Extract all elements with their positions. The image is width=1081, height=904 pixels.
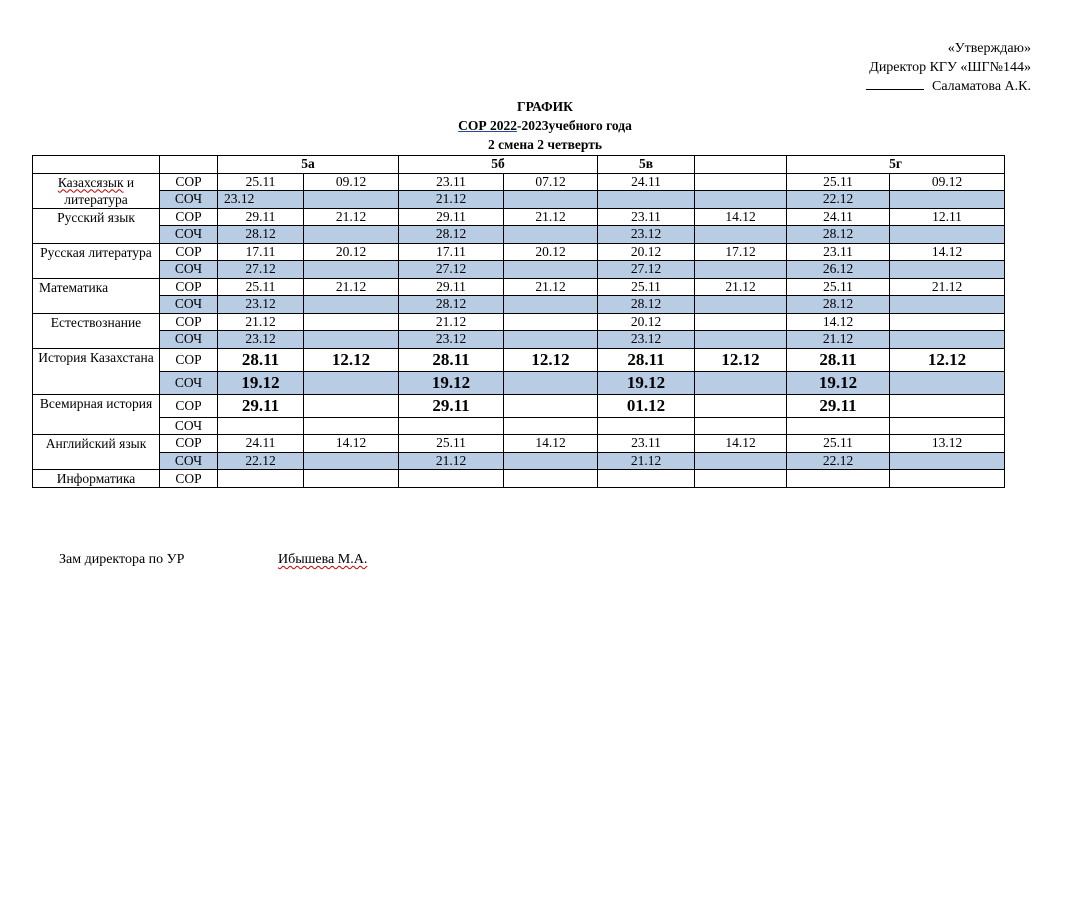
assessment-type-cell: СОЧ bbox=[160, 417, 218, 435]
date-cell: 23.12 bbox=[598, 226, 695, 244]
date-cell: 29.11 bbox=[787, 394, 890, 417]
date-cell: 19.12 bbox=[218, 371, 304, 394]
date-cell: 28.11 bbox=[787, 348, 890, 371]
date-cell bbox=[304, 313, 399, 331]
date-cell: 21.12 bbox=[304, 208, 399, 226]
date-cell bbox=[695, 313, 787, 331]
schedule-table bbox=[32, 155, 1005, 488]
date-cell: 13.12 bbox=[890, 435, 1005, 453]
assessment-type-cell: СОР bbox=[160, 278, 218, 296]
date-cell bbox=[890, 452, 1005, 470]
table-row bbox=[33, 435, 1005, 453]
misspelled-word: Казахсязык bbox=[57, 174, 124, 190]
date-cell: 21.12 bbox=[598, 452, 695, 470]
date-cell bbox=[399, 470, 504, 488]
date-cell: 12.12 bbox=[504, 348, 598, 371]
date-cell bbox=[304, 226, 399, 244]
date-cell: 09.12 bbox=[890, 173, 1005, 191]
date-cell: 28.12 bbox=[787, 226, 890, 244]
date-cell bbox=[304, 452, 399, 470]
date-cell: 17.12 bbox=[695, 243, 787, 261]
date-cell bbox=[504, 417, 598, 435]
footer-name bbox=[278, 552, 367, 568]
date-cell: 25.11 bbox=[787, 278, 890, 296]
date-cell: 26.12 bbox=[787, 261, 890, 279]
date-cell: 28.11 bbox=[598, 348, 695, 371]
signature-line bbox=[866, 79, 924, 90]
document-title bbox=[430, 97, 660, 154]
date-cell: 21.12 bbox=[695, 278, 787, 296]
title-line-1: ГРАФИК bbox=[517, 99, 573, 114]
date-cell bbox=[695, 417, 787, 435]
date-cell: 28.12 bbox=[218, 226, 304, 244]
title-line-2-underlined: СОР 2022 bbox=[458, 118, 518, 133]
assessment-type-cell: СОР bbox=[160, 173, 218, 191]
date-cell bbox=[890, 331, 1005, 349]
table-row bbox=[33, 331, 1005, 349]
header-class-5g: 5г bbox=[787, 156, 1005, 174]
title-line-2 bbox=[430, 116, 660, 135]
table-row bbox=[33, 278, 1005, 296]
date-cell bbox=[890, 226, 1005, 244]
table-row bbox=[33, 226, 1005, 244]
date-cell bbox=[304, 296, 399, 314]
table-row bbox=[33, 191, 1005, 209]
date-cell: 14.12 bbox=[504, 435, 598, 453]
header-class-5b: 5б bbox=[399, 156, 598, 174]
date-cell: 28.11 bbox=[399, 348, 504, 371]
date-cell bbox=[504, 331, 598, 349]
date-cell bbox=[890, 394, 1005, 417]
date-cell: 19.12 bbox=[787, 371, 890, 394]
date-cell: 23.12 bbox=[218, 191, 304, 209]
date-cell: 23.11 bbox=[787, 243, 890, 261]
date-cell bbox=[890, 417, 1005, 435]
table-row bbox=[33, 417, 1005, 435]
date-cell: 21.12 bbox=[399, 452, 504, 470]
date-cell bbox=[695, 296, 787, 314]
date-cell bbox=[695, 394, 787, 417]
date-cell bbox=[304, 331, 399, 349]
date-cell: 22.12 bbox=[787, 452, 890, 470]
table-row bbox=[33, 243, 1005, 261]
header-class-empty bbox=[695, 156, 787, 174]
table-row bbox=[33, 208, 1005, 226]
date-cell bbox=[504, 394, 598, 417]
date-cell bbox=[890, 313, 1005, 331]
date-cell: 12.12 bbox=[695, 348, 787, 371]
date-cell bbox=[304, 191, 399, 209]
date-cell: 23.11 bbox=[399, 173, 504, 191]
date-cell bbox=[787, 470, 890, 488]
date-cell: 21.12 bbox=[399, 191, 504, 209]
assessment-type-cell: СОР bbox=[160, 208, 218, 226]
title-line-2-rest: -2023учебного года bbox=[517, 118, 632, 133]
header-class-5v: 5в bbox=[598, 156, 695, 174]
date-cell: 21.12 bbox=[504, 278, 598, 296]
table-row bbox=[33, 470, 1005, 488]
subject-cell: Информатика bbox=[33, 470, 160, 488]
table-row bbox=[33, 261, 1005, 279]
date-cell bbox=[890, 261, 1005, 279]
assessment-type-cell: СОЧ bbox=[160, 331, 218, 349]
assessment-type-cell: СОР bbox=[160, 435, 218, 453]
date-cell: 29.11 bbox=[399, 278, 504, 296]
date-cell bbox=[304, 470, 399, 488]
date-cell: 12.12 bbox=[890, 348, 1005, 371]
date-cell: 12.11 bbox=[890, 208, 1005, 226]
date-cell: 23.12 bbox=[399, 331, 504, 349]
date-cell: 19.12 bbox=[399, 371, 504, 394]
date-cell: 23.11 bbox=[598, 435, 695, 453]
date-cell: 21.12 bbox=[504, 208, 598, 226]
date-cell: 09.12 bbox=[304, 173, 399, 191]
date-cell bbox=[695, 452, 787, 470]
date-cell bbox=[399, 417, 504, 435]
subject-cell: Казахсязык и литература bbox=[33, 173, 160, 208]
date-cell: 14.12 bbox=[304, 435, 399, 453]
date-cell: 25.11 bbox=[218, 173, 304, 191]
subject-cell: Всемирная история bbox=[33, 394, 160, 435]
date-cell bbox=[695, 226, 787, 244]
date-cell: 21.12 bbox=[399, 313, 504, 331]
date-cell: 21.12 bbox=[218, 313, 304, 331]
assessment-type-cell: СОЧ bbox=[160, 261, 218, 279]
date-cell: 07.12 bbox=[504, 173, 598, 191]
date-cell bbox=[695, 371, 787, 394]
date-cell: 24.11 bbox=[598, 173, 695, 191]
date-cell: 14.12 bbox=[787, 313, 890, 331]
date-cell: 20.12 bbox=[598, 243, 695, 261]
date-cell: 23.12 bbox=[218, 296, 304, 314]
approval-line-3 bbox=[866, 77, 1031, 96]
date-cell: 19.12 bbox=[598, 371, 695, 394]
date-cell bbox=[504, 470, 598, 488]
date-cell: 17.11 bbox=[399, 243, 504, 261]
footer-position: Зам директора по УР bbox=[59, 552, 185, 567]
subject-cell: Русская литература bbox=[33, 243, 160, 278]
date-cell bbox=[598, 191, 695, 209]
date-cell: 29.11 bbox=[218, 208, 304, 226]
date-cell bbox=[890, 371, 1005, 394]
header-row bbox=[33, 156, 1005, 174]
assessment-type-cell: СОР bbox=[160, 394, 218, 417]
title-line-3: 2 смена 2 четверть bbox=[488, 137, 602, 152]
assessment-type-cell: СОЧ bbox=[160, 226, 218, 244]
date-cell: 22.12 bbox=[787, 191, 890, 209]
subject-cell: Русский язык bbox=[33, 208, 160, 243]
table-row bbox=[33, 452, 1005, 470]
date-cell: 23.12 bbox=[218, 331, 304, 349]
date-cell: 25.11 bbox=[218, 278, 304, 296]
assessment-type-cell: СОР bbox=[160, 243, 218, 261]
assessment-type-cell: СОЧ bbox=[160, 371, 218, 394]
date-cell bbox=[695, 470, 787, 488]
date-cell: 23.12 bbox=[598, 331, 695, 349]
date-cell: 20.12 bbox=[598, 313, 695, 331]
date-cell: 25.11 bbox=[598, 278, 695, 296]
header-type bbox=[160, 156, 218, 174]
assessment-type-cell: СОЧ bbox=[160, 452, 218, 470]
footer-name-text: Ибышева М.А. bbox=[278, 552, 368, 567]
approver-name: Саламатова А.К. bbox=[931, 79, 1031, 94]
date-cell bbox=[890, 470, 1005, 488]
date-cell bbox=[504, 226, 598, 244]
date-cell bbox=[890, 296, 1005, 314]
date-cell bbox=[218, 417, 304, 435]
date-cell bbox=[504, 313, 598, 331]
date-cell bbox=[695, 173, 787, 191]
date-cell: 12.12 bbox=[304, 348, 399, 371]
table-row bbox=[33, 348, 1005, 371]
date-cell: 29.11 bbox=[218, 394, 304, 417]
date-cell bbox=[504, 261, 598, 279]
date-cell: 28.12 bbox=[399, 296, 504, 314]
date-cell: 17.11 bbox=[218, 243, 304, 261]
table-row bbox=[33, 173, 1005, 191]
date-cell: 22.12 bbox=[218, 452, 304, 470]
assessment-type-cell: СОР bbox=[160, 348, 218, 371]
table-row bbox=[33, 296, 1005, 314]
schedule-body bbox=[33, 156, 1005, 488]
date-cell: 20.12 bbox=[304, 243, 399, 261]
subject-cell: Английский язык bbox=[33, 435, 160, 470]
assessment-type-cell: СОР bbox=[160, 470, 218, 488]
table-row bbox=[33, 394, 1005, 417]
date-cell: 25.11 bbox=[787, 435, 890, 453]
subject-cell: Естествознание bbox=[33, 313, 160, 348]
date-cell bbox=[504, 371, 598, 394]
header-subject bbox=[33, 156, 160, 174]
date-cell bbox=[695, 191, 787, 209]
date-cell bbox=[890, 191, 1005, 209]
date-cell: 20.12 bbox=[504, 243, 598, 261]
date-cell: 25.11 bbox=[399, 435, 504, 453]
date-cell bbox=[218, 470, 304, 488]
assessment-type-cell: СОР bbox=[160, 313, 218, 331]
date-cell: 28.12 bbox=[399, 226, 504, 244]
date-cell: 14.12 bbox=[890, 243, 1005, 261]
date-cell: 29.11 bbox=[399, 208, 504, 226]
date-cell: 28.11 bbox=[218, 348, 304, 371]
date-cell: 24.11 bbox=[218, 435, 304, 453]
date-cell: 29.11 bbox=[399, 394, 504, 417]
date-cell bbox=[598, 417, 695, 435]
date-cell bbox=[504, 452, 598, 470]
date-cell: 14.12 bbox=[695, 208, 787, 226]
date-cell: 01.12 bbox=[598, 394, 695, 417]
approval-line-1: «Утверждаю» bbox=[947, 41, 1031, 56]
date-cell: 21.12 bbox=[787, 331, 890, 349]
date-cell: 21.12 bbox=[304, 278, 399, 296]
date-cell: 21.12 bbox=[890, 278, 1005, 296]
date-cell: 25.11 bbox=[787, 173, 890, 191]
date-cell bbox=[504, 191, 598, 209]
date-cell bbox=[304, 394, 399, 417]
date-cell bbox=[695, 331, 787, 349]
date-cell: 27.12 bbox=[218, 261, 304, 279]
date-cell: 27.12 bbox=[399, 261, 504, 279]
subject-cell: История Казахстана bbox=[33, 348, 160, 394]
date-cell bbox=[304, 261, 399, 279]
subject-cell: Математика bbox=[33, 278, 160, 313]
date-cell: 28.12 bbox=[787, 296, 890, 314]
assessment-type-cell: СОЧ bbox=[160, 191, 218, 209]
date-cell: 27.12 bbox=[598, 261, 695, 279]
date-cell: 28.12 bbox=[598, 296, 695, 314]
header-class-5a: 5а bbox=[218, 156, 399, 174]
date-cell bbox=[787, 417, 890, 435]
date-cell bbox=[304, 417, 399, 435]
table-row bbox=[33, 313, 1005, 331]
date-cell bbox=[504, 296, 598, 314]
date-cell: 24.11 bbox=[787, 208, 890, 226]
approval-block bbox=[866, 39, 1031, 96]
date-cell: 14.12 bbox=[695, 435, 787, 453]
date-cell: 23.11 bbox=[598, 208, 695, 226]
date-cell bbox=[598, 470, 695, 488]
date-cell bbox=[304, 371, 399, 394]
assessment-type-cell: СОЧ bbox=[160, 296, 218, 314]
approval-line-2: Директор КГУ «ШГ№144» bbox=[869, 60, 1031, 75]
table-row bbox=[33, 371, 1005, 394]
date-cell bbox=[695, 261, 787, 279]
